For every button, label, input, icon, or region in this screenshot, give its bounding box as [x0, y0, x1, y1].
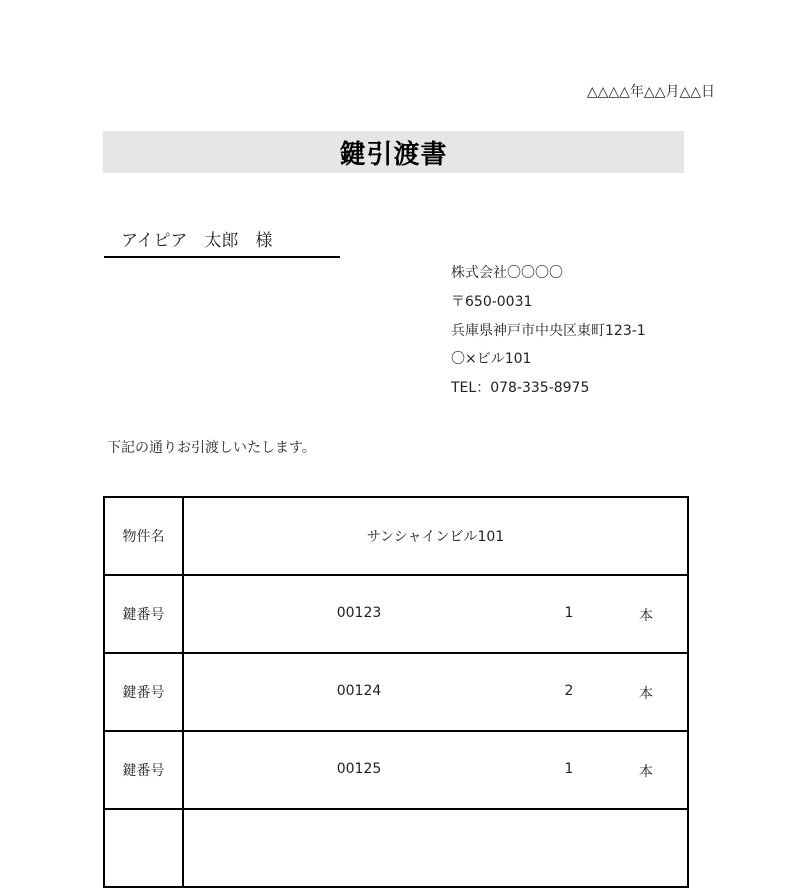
recipient-line	[104, 224, 340, 258]
table-row	[105, 576, 687, 654]
key-unit: 本	[639, 764, 653, 780]
document-title: 鍵引渡書	[339, 139, 448, 170]
key-quantity: 1	[564, 761, 574, 777]
sender-tel: TEL：078-335-8975	[451, 380, 590, 397]
table-row	[105, 732, 687, 810]
key-quantity: 1	[564, 605, 574, 621]
key-label: 鍵番号	[105, 654, 184, 730]
key-quantity: 2	[564, 683, 574, 699]
key-cell	[184, 654, 687, 730]
table-row-property	[105, 498, 687, 576]
key-label: 鍵番号	[105, 576, 184, 652]
table-row-empty	[105, 810, 687, 888]
sender-postal: 〒650-0031	[451, 293, 533, 310]
key-cell	[184, 732, 687, 808]
title-bar	[103, 131, 684, 173]
sender-building: 〇×ビル101	[451, 351, 532, 368]
sender-company: 株式会社〇〇〇〇	[451, 265, 563, 281]
key-unit: 本	[639, 686, 653, 702]
key-number: 00124	[336, 683, 382, 699]
key-cell	[184, 576, 687, 652]
property-label: 物件名	[105, 498, 184, 574]
key-number: 00125	[336, 761, 382, 777]
intro-text: 下記の通りお引渡しいたします。	[107, 440, 316, 456]
property-value: サンシャインビル101	[366, 529, 505, 545]
key-number: 00123	[336, 605, 382, 621]
table-row	[105, 654, 687, 732]
sender-address: 兵庫県神戸市中央区東町123-1	[451, 322, 646, 339]
recipient-name: アイピア 太郎 様	[121, 231, 273, 251]
empty-label	[105, 810, 184, 886]
key-unit: 本	[639, 608, 653, 624]
key-label: 鍵番号	[105, 732, 184, 808]
sender-block	[451, 259, 646, 403]
document-date: △△△△年△△月△△日	[586, 84, 715, 100]
empty-cell	[184, 810, 687, 886]
key-handover-table	[103, 496, 689, 888]
property-cell	[184, 498, 687, 574]
